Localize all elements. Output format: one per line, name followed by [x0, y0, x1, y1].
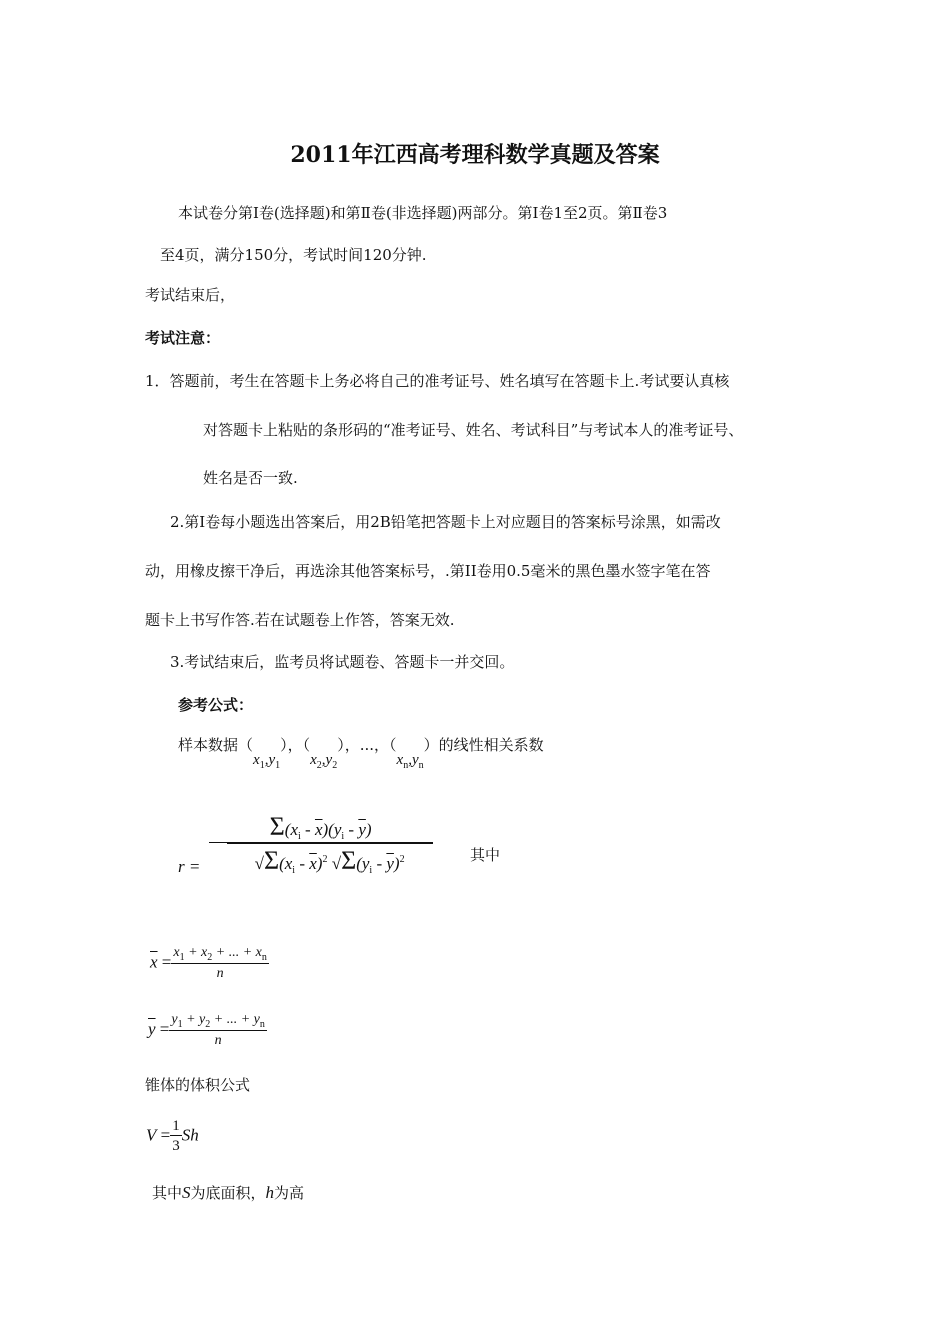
notes-heading: 考试注意：	[145, 329, 221, 347]
mean-y-formula: $\overline{y}$ = $\frac{y_1 + y_2 + ... + y_n}{n}$	[148, 1012, 265, 1048]
cone-note-a: 其中	[152, 1184, 183, 1202]
sample-ellipsis: ），...，（	[337, 736, 397, 754]
formula-heading: 参考公式：	[178, 696, 254, 714]
correlation-formula: r = $\frac{\Sigma(x_i - \overline{x})(y_i - \overline{y})}{√\Sigma(x_i - \overline{x})^2 √\Sigma(y_i - \overline{y})^2}$	[178, 812, 433, 876]
cone-volume-formula: V = $\frac{1}{3}$ Sh	[146, 1118, 199, 1154]
intro-line-1: 本试卷分第Ⅰ卷(选择题)和第Ⅱ卷(非选择题)两部分。第Ⅰ卷1至2页。第Ⅱ卷3	[178, 204, 668, 222]
cone-volume-label: 锥体的体积公式	[145, 1076, 251, 1094]
intro-line-2: 至4页，满分150分，考试时间120分钟.	[160, 246, 427, 264]
note-1-line-3: 姓名是否一致.	[203, 469, 298, 487]
note-2-line-3: 题卡上书写作答.若在试题卷上作答，答案无效.	[145, 611, 455, 629]
mean-x-formula: $\overline{x}$ = $\frac{x_1 + x_2 + ... + x_n}{n}$	[150, 945, 267, 981]
page-title: 2011年江西高考理科数学真题及答案	[290, 142, 660, 168]
cone-note	[152, 1183, 304, 1203]
note-1-line-1: 1．答题前，考生在答题卡上务必将自己的准考证号、姓名填写在答题卡上.考试要认真核	[145, 372, 730, 390]
cone-note-h: h	[265, 1183, 275, 1202]
note-2-line-1: 2.第Ⅰ卷每小题选出答案后，用2B铅笔把答题卡上对应题目的答案标号涂黑，如需改	[170, 513, 721, 531]
after-exam-text: 考试结束后，	[145, 286, 236, 304]
note-1-line-2: 对答题卡上粘贴的条形码的“准考证号、姓名、考试科目”与考试本人的准考证号、	[203, 421, 744, 439]
where-text: 其中	[470, 846, 501, 864]
note-2-line-2: 动，用橡皮擦干净后，再选涂其他答案标号，.第II卷用0.5毫米的黑色墨水签字笔在答	[145, 562, 711, 580]
cone-note-c: 为高	[274, 1184, 305, 1202]
cone-note-S: S	[182, 1183, 191, 1202]
cone-note-b: 为底面积，	[190, 1184, 266, 1202]
sample-data-line: 样本数据$(x_1,y_1)$，$(x_2,y_2)$，...，$(x_n,y_n)$的线性相关系数	[178, 736, 544, 771]
sample-prefix: 样本数据（	[178, 736, 254, 754]
sample-sep: ），（	[280, 736, 311, 754]
note-3: 3.考试结束后，监考员将试题卷、答题卡一并交回。	[170, 653, 515, 671]
sample-suffix: ）的线性相关系数	[423, 736, 544, 754]
